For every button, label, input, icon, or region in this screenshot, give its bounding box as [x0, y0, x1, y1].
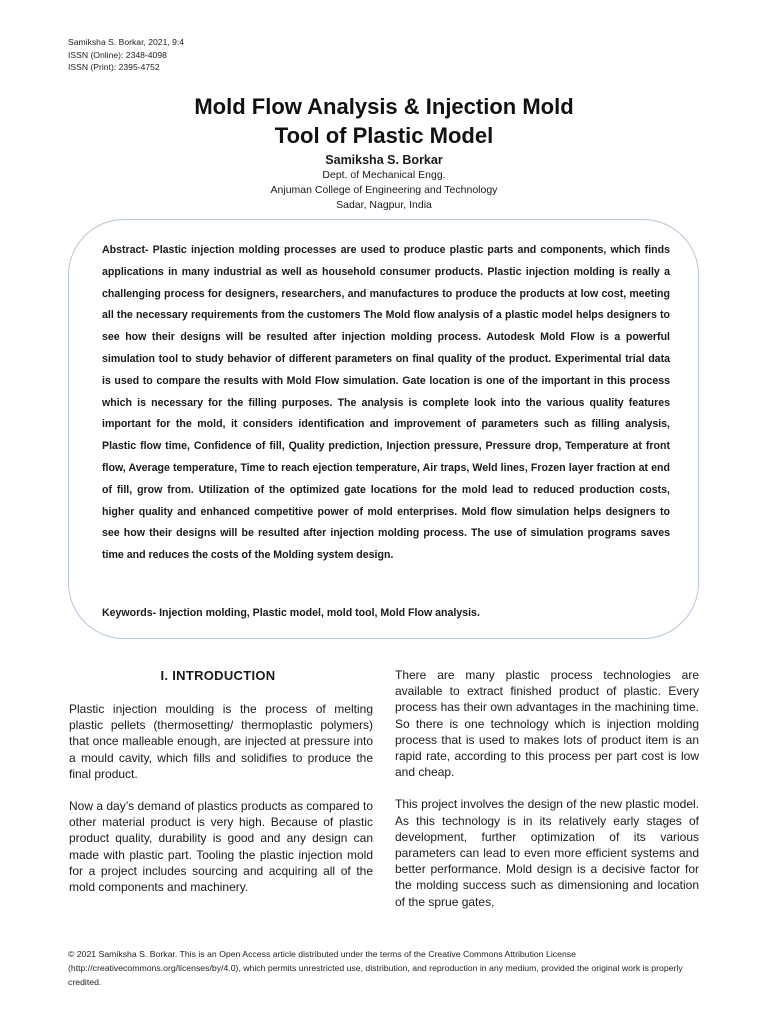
abstract-text: Abstract- Plastic injection molding processes are used to produce plastic parts and components, which finds applications in many industrial as well as household consumer products. Plastic injection molding is really a challenging process for designers, researchers, and manufactures to produce the products at low cost, meeting all the necessary requirements from the customers The Mold flow analysis of a plastic model helps designers to see how their designs will be resulted after injection molding process. Autodesk Mold Flow is a powerful simulation tool to study behavior of different parameters on final quality of the product. Experimental trial data is used to compare the results with Mold Flow simulation. Gate location is one of the important in this process which is necessary for the filling purposes. The analysis is complete look into the various quality features important for the mold, it considers identification and improvement of parameters such as filling analysis, Plastic flow time, Confidence of fill, Quality prediction, Injection pressure, Pressure drop, Temperature at front flow, Average temperature, Time to reach ejection temperature, Air traps, Weld lines, Frozen layer fraction at end of fill, grow from. Utilization of the optimized gate locations for the mold lead to reduced production costs, higher quality and enhanced competitive power of mold enterprises. Mold flow simulation helps designers to see how their designs will be resulted after injection molding process. The use of simulation programs saves time and reduces the costs of the Molding system design.	[102, 244, 670, 562]
paragraph: There are many plastic process technologies are available to extract finished product of plastic. Every process has their own advantages in the machining time. So there is one technology which is injection molding process that is used to makes lots of product item is an rapid rate, according to this process per part cost is low and cheap.	[395, 668, 699, 780]
paragraph: This project involves the design of the new plastic model. As this technology is in its relatively early stages of development, further optimization of its various parameters can lead to even more efficient systems and better performance. Mold design is a decisive factor for the molding success such as dimensioning and location of the sprue gates,	[395, 797, 699, 909]
author-block	[0, 152, 768, 213]
title-line-1: Mold Flow Analysis & Injection Mold	[194, 94, 574, 119]
author-location: Sadar, Nagpur, India	[336, 199, 432, 211]
paragraph: Now a day’s demand of plastics products as compared to other material product is very high. Because of plastic product quality, durability is good and any design can made with plastic part. Tooling the plastic injection mold for a project includes sourcing and acquiring all of the mold components and machinery.	[69, 799, 373, 895]
paragraph: Plastic injection moulding is the process of melting plastic pellets (thermosetting/ thermoplastic polymers) that once malleable enough, are injected at pressure into a mould cavity, which fills and solidifies to produce the final product.	[69, 702, 373, 781]
left-column	[69, 701, 373, 911]
journal-meta	[68, 36, 184, 74]
right-column	[395, 667, 699, 926]
author-dept: Dept. of Mechanical Engg.	[322, 169, 446, 181]
issn-print: ISSN (Print): 2395-4752	[68, 62, 160, 72]
keywords: Keywords- Injection molding, Plastic model, mold tool, Mold Flow analysis.	[102, 607, 480, 619]
title-line-2: Tool of Plastic Model	[274, 123, 494, 148]
issn-online: ISSN (Online): 2348-4098	[68, 49, 167, 60]
section-heading-introduction: I. INTRODUCTION	[160, 668, 276, 683]
license-footer: © 2021 Samiksha S. Borkar. This is an Open Access article distributed under the terms of the Creative Commons Attribution License (http://creativecommons.org/licenses/by/4.0), which permits unrestricted use, distribution, and reproduction in any medium, provided the original work is properly credited.	[68, 949, 683, 987]
author-college: Anjuman College of Engineering and Technology	[270, 184, 498, 196]
paper-title	[0, 92, 768, 150]
citation-line: Samiksha S. Borkar, 2021, 9:4	[68, 37, 185, 47]
author-name: Samiksha S. Borkar	[325, 153, 443, 167]
